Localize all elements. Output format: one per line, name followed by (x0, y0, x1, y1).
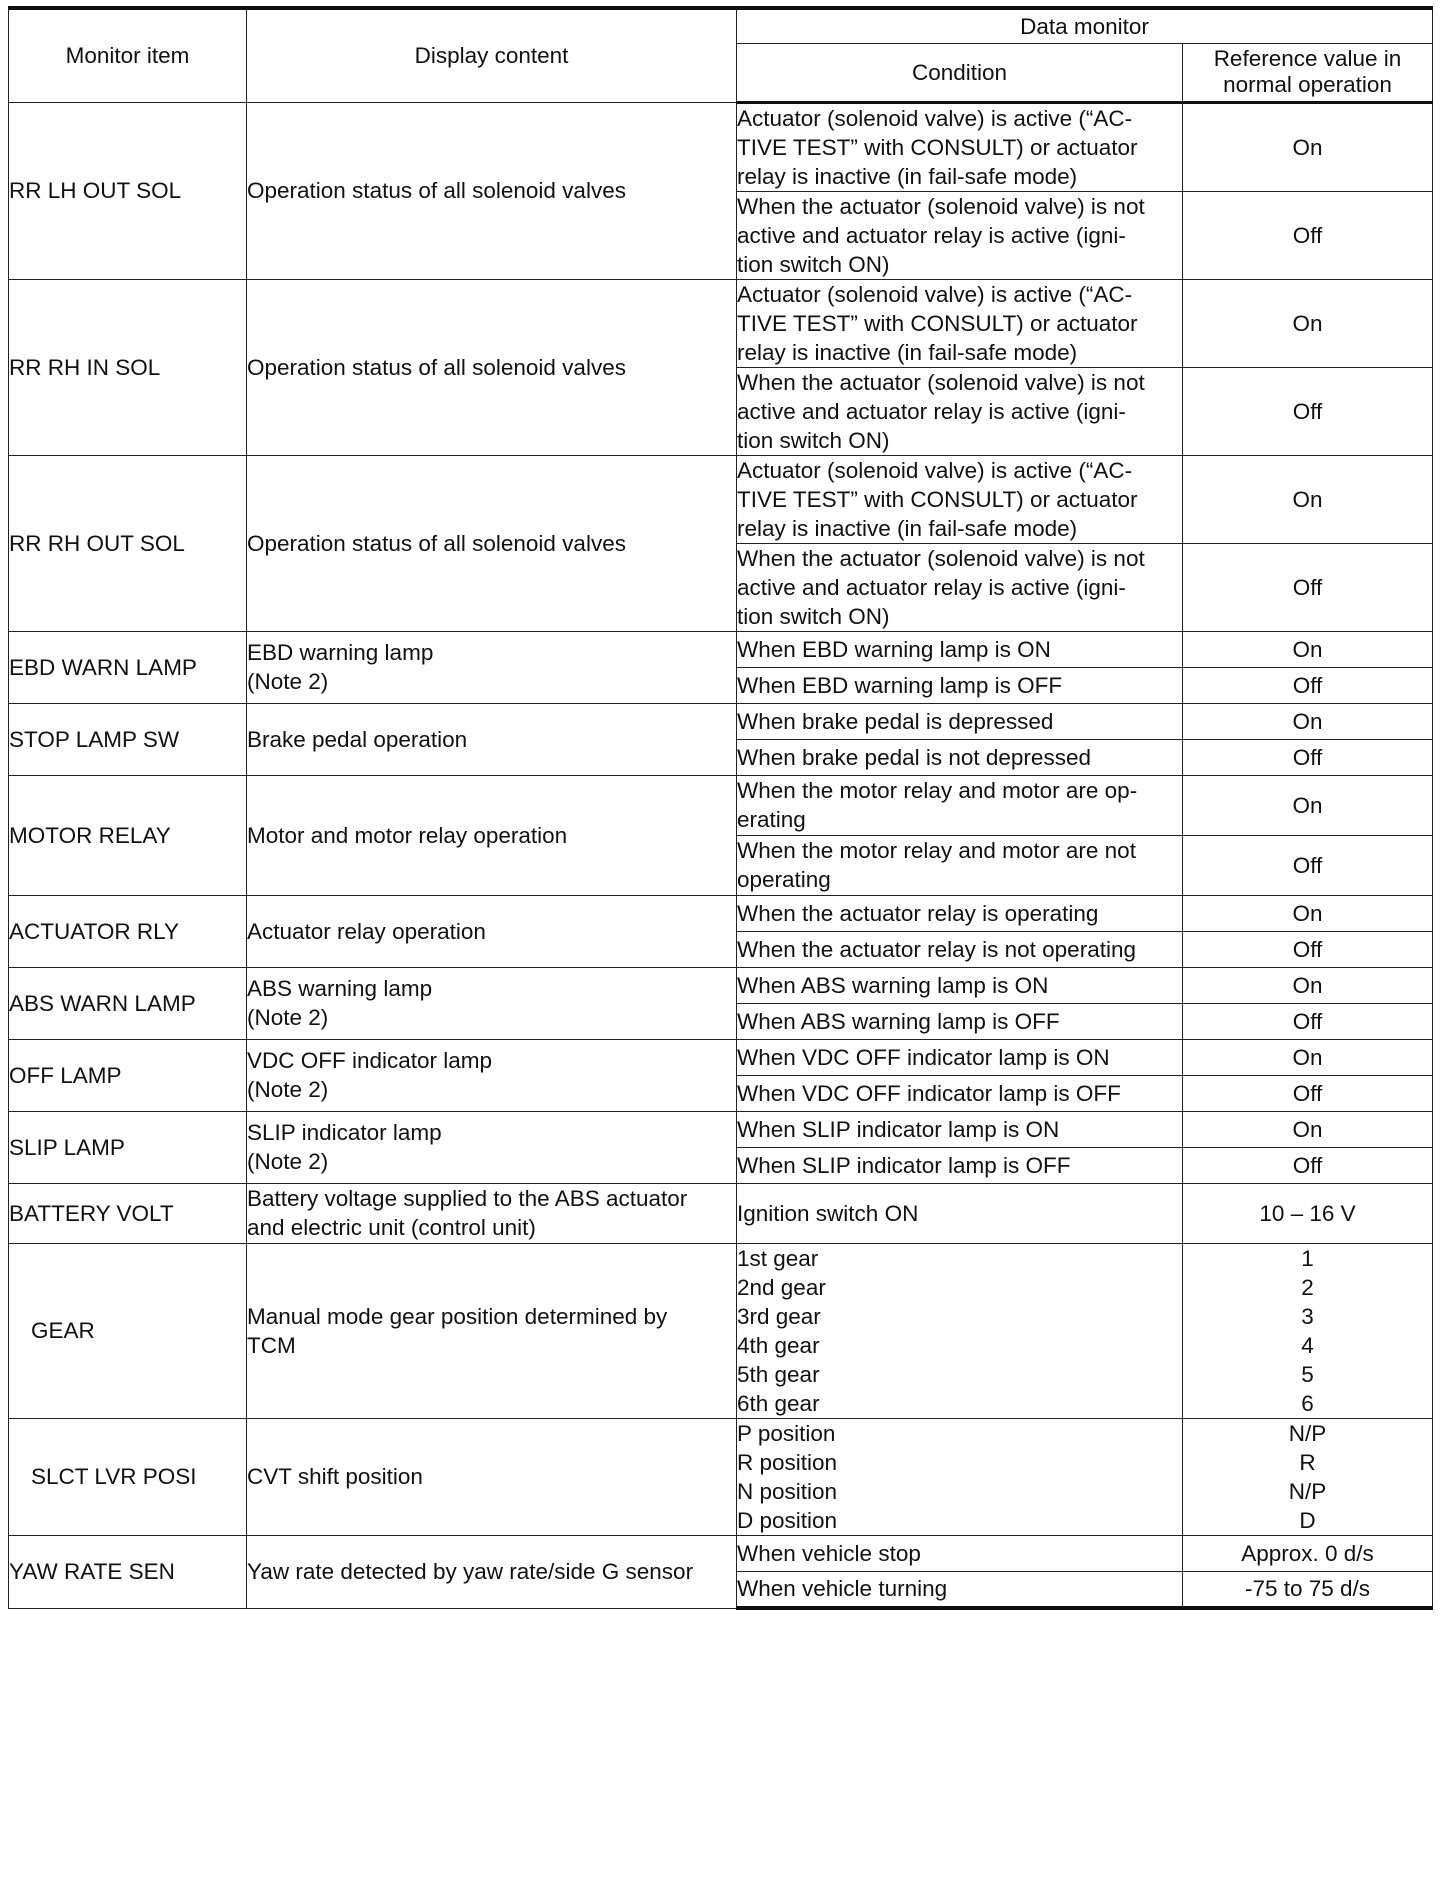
reference-value-cell (1183, 1039, 1433, 1075)
reference-value-cell (1183, 775, 1433, 835)
display-content-line: (Note 2) (247, 1077, 329, 1102)
reference-value-cell (1183, 631, 1433, 667)
condition-line: When brake pedal is not depressed (737, 744, 1091, 770)
reference-value-line: On (1292, 708, 1323, 734)
condition-cell (737, 667, 1183, 703)
reference-value-line: On (1292, 1044, 1323, 1070)
monitor-item-cell: GEAR (9, 1243, 247, 1418)
display-content-line: Operation status of all solenoid valves (247, 354, 626, 380)
condition-cell (737, 1039, 1183, 1075)
table-row (9, 455, 1433, 543)
condition-line: When vehicle turning (737, 1576, 948, 1602)
monitor-item-cell: MOTOR RELAY (9, 775, 247, 895)
display-content-line: Battery voltage supplied to the ABS actuator (247, 1186, 688, 1211)
reference-value-line: 6 (1301, 1390, 1314, 1416)
reference-value-cell (1183, 931, 1433, 967)
display-content-cell (247, 631, 737, 703)
display-content-cell (247, 775, 737, 895)
display-content-line: Motor and motor relay operation (247, 822, 568, 848)
condition-line: P position (737, 1420, 836, 1446)
reference-value-line: D (1299, 1507, 1316, 1533)
display-content-cell (247, 1418, 737, 1535)
reference-value-line: Approx. 0 d/s (1241, 1540, 1374, 1566)
reference-value-line: N/P (1288, 1478, 1327, 1504)
table-row (9, 967, 1433, 1003)
reference-value-line: Off (1292, 852, 1323, 878)
condition-cell (737, 931, 1183, 967)
condition-line: When brake pedal is depressed (737, 708, 1054, 734)
reference-value-cell (1183, 967, 1433, 1003)
table-header (9, 8, 1433, 102)
condition-line: When the actuator (solenoid valve) is not (737, 545, 1145, 571)
table-row (9, 703, 1433, 739)
reference-value-cell (1183, 703, 1433, 739)
condition-cell (737, 1003, 1183, 1039)
reference-value-line: On (1292, 792, 1323, 818)
condition-cell (737, 1535, 1183, 1571)
condition-cell (737, 895, 1183, 931)
condition-line: 2nd gear (737, 1274, 826, 1300)
reference-value-line: Off (1292, 1152, 1323, 1178)
condition-line: 5th gear (737, 1361, 820, 1387)
condition-cell (737, 543, 1183, 631)
condition-line: relay is inactive (in fail-safe mode) (737, 515, 1078, 541)
condition-cell (737, 967, 1183, 1003)
reference-value-line: Off (1292, 574, 1323, 600)
condition-cell (737, 835, 1183, 895)
reference-value-line: Off (1292, 398, 1323, 424)
reference-value-line: On (1292, 1116, 1323, 1142)
reference-value-cell (1183, 1418, 1433, 1535)
table-row (9, 279, 1433, 367)
reference-value-cell (1183, 1183, 1433, 1243)
header-reference-value: Reference value in normal operation (1183, 43, 1433, 102)
reference-value-line: N/P (1288, 1420, 1327, 1446)
reference-value-line: 5 (1301, 1361, 1314, 1387)
condition-line: When the actuator (solenoid valve) is not (737, 369, 1145, 395)
table-row (9, 1183, 1433, 1243)
display-content-cell (247, 967, 737, 1039)
condition-line: When ABS warning lamp is ON (737, 972, 1049, 998)
condition-cell (737, 1111, 1183, 1147)
condition-line: Ignition switch ON (737, 1200, 919, 1226)
reference-value-line: On (1292, 972, 1323, 998)
monitor-item-cell: SLCT LVR POSI (9, 1418, 247, 1535)
reference-value-cell (1183, 1571, 1433, 1608)
display-content-line: Operation status of all solenoid valves (247, 530, 626, 556)
condition-cell (737, 102, 1183, 191)
reference-value-cell (1183, 1075, 1433, 1111)
reference-value-line: -75 to 75 d/s (1244, 1576, 1371, 1602)
condition-line: When VDC OFF indicator lamp is OFF (737, 1080, 1121, 1106)
reference-value-line: 3 (1301, 1303, 1314, 1329)
reference-value-line: Off (1292, 672, 1323, 698)
condition-line: erating (737, 807, 806, 832)
table-row (9, 102, 1433, 191)
header-monitor-item: Monitor item (9, 8, 247, 102)
display-content-cell (247, 1183, 737, 1243)
condition-line: operating (737, 867, 831, 892)
display-content-line: CVT shift position (247, 1464, 423, 1489)
condition-cell (737, 1243, 1183, 1418)
display-content-cell (247, 1039, 737, 1111)
reference-value-cell (1183, 1243, 1433, 1418)
condition-line: 1st gear (737, 1245, 819, 1271)
display-content-line: TCM (247, 1332, 296, 1358)
condition-line: Actuator (solenoid valve) is active (“AC- (737, 457, 1133, 483)
reference-value-cell (1183, 102, 1433, 191)
condition-line: active and actuator relay is active (igni- (737, 398, 1126, 424)
condition-line: D position (737, 1507, 838, 1533)
condition-line: Actuator (solenoid valve) is active (“AC- (737, 105, 1133, 131)
reference-value-cell (1183, 835, 1433, 895)
condition-cell (737, 455, 1183, 543)
reference-value-line: 10 – 16 V (1259, 1200, 1356, 1226)
reference-value-line: Off (1292, 222, 1323, 248)
display-content-cell (247, 455, 737, 631)
table-row (9, 775, 1433, 835)
condition-line: When VDC OFF indicator lamp is ON (737, 1044, 1110, 1070)
condition-cell (737, 1571, 1183, 1608)
display-content-line: SLIP indicator lamp (247, 1120, 442, 1145)
reference-value-line: Off (1292, 744, 1323, 770)
table-row (9, 1418, 1433, 1535)
table-row (9, 631, 1433, 667)
condition-cell (737, 1075, 1183, 1111)
reference-value-line: Off (1292, 936, 1323, 962)
reference-value-line: On (1292, 486, 1323, 512)
reference-value-cell (1183, 455, 1433, 543)
monitor-item-cell: RR LH OUT SOL (9, 102, 247, 279)
monitor-item-cell: ABS WARN LAMP (9, 967, 247, 1039)
display-content-line: Brake pedal operation (247, 726, 468, 752)
display-content-cell (247, 1111, 737, 1183)
condition-line: Actuator (solenoid valve) is active (“AC- (737, 281, 1133, 307)
condition-cell (737, 279, 1183, 367)
condition-line: active and actuator relay is active (igni- (737, 222, 1126, 248)
condition-cell (737, 739, 1183, 775)
table-row (9, 1039, 1433, 1075)
condition-line: When the actuator relay is not operating (737, 936, 1136, 962)
display-content-cell (247, 1535, 737, 1608)
reference-value-cell (1183, 1147, 1433, 1183)
table-row (9, 895, 1433, 931)
reference-value-line: On (1292, 134, 1323, 160)
reference-value-cell (1183, 667, 1433, 703)
condition-line: When SLIP indicator lamp is ON (737, 1116, 1060, 1142)
condition-line: When the motor relay and motor are op- (737, 778, 1138, 803)
reference-value-cell (1183, 367, 1433, 455)
display-content-line: Yaw rate detected by yaw rate/side G sensor (247, 1559, 694, 1584)
reference-value-cell (1183, 543, 1433, 631)
condition-line: tion switch ON) (737, 427, 890, 453)
header-display-content: Display content (247, 8, 737, 102)
reference-value-line: Off (1292, 1008, 1323, 1034)
condition-line: When EBD warning lamp is OFF (737, 672, 1063, 698)
condition-line: When ABS warning lamp is OFF (737, 1008, 1060, 1034)
monitor-item-cell: SLIP LAMP (9, 1111, 247, 1183)
monitor-item-cell: ACTUATOR RLY (9, 895, 247, 967)
reference-value-cell (1183, 279, 1433, 367)
display-content-line: VDC OFF indicator lamp (247, 1048, 493, 1073)
condition-line: R position (737, 1449, 838, 1475)
monitor-item-cell: YAW RATE SEN (9, 1535, 247, 1608)
condition-line: When the actuator relay is operating (737, 900, 1099, 926)
condition-cell (737, 1147, 1183, 1183)
reference-value-line: On (1292, 310, 1323, 336)
condition-line: 6th gear (737, 1390, 820, 1416)
display-content-line: Operation status of all solenoid valves (247, 178, 626, 203)
table-row (9, 1535, 1433, 1571)
display-content-line: Actuator relay operation (247, 918, 486, 944)
display-content-line: (Note 2) (247, 669, 329, 694)
reference-value-line: 1 (1301, 1245, 1314, 1271)
condition-cell (737, 631, 1183, 667)
condition-line: TIVE TEST” with CONSULT) or actuator (737, 486, 1138, 512)
reference-value-cell (1183, 191, 1433, 279)
header-data-monitor: Data monitor (737, 8, 1433, 43)
table-body (9, 102, 1433, 1608)
condition-line: 3rd gear (737, 1303, 821, 1329)
display-content-cell (247, 279, 737, 455)
condition-line: When the actuator (solenoid valve) is not (737, 193, 1145, 219)
reference-value-line: R (1299, 1449, 1316, 1475)
reference-value-line: 4 (1301, 1332, 1314, 1358)
monitor-item-cell: RR RH IN SOL (9, 279, 247, 455)
condition-cell (737, 775, 1183, 835)
condition-line: active and actuator relay is active (igni- (737, 574, 1126, 600)
display-content-line: Manual mode gear position determined by (247, 1303, 668, 1329)
display-content-line: and electric unit (control unit) (247, 1215, 536, 1240)
reference-value-cell (1183, 1111, 1433, 1147)
condition-cell (737, 367, 1183, 455)
condition-cell (737, 703, 1183, 739)
monitor-item-cell: RR RH OUT SOL (9, 455, 247, 631)
display-content-cell (247, 1243, 737, 1418)
monitor-item-cell: BATTERY VOLT (9, 1183, 247, 1243)
reference-value-line: On (1292, 900, 1323, 926)
condition-line: When EBD warning lamp is ON (737, 636, 1051, 662)
condition-line: relay is inactive (in fail-safe mode) (737, 163, 1078, 189)
reference-value-cell (1183, 1535, 1433, 1571)
monitor-item-cell: EBD WARN LAMP (9, 631, 247, 703)
condition-line: TIVE TEST” with CONSULT) or actuator (737, 134, 1138, 160)
condition-line: When SLIP indicator lamp is OFF (737, 1152, 1071, 1178)
reference-value-line: Off (1292, 1080, 1323, 1106)
condition-line: tion switch ON) (737, 251, 890, 277)
header-condition: Condition (737, 43, 1183, 102)
table-row (9, 1243, 1433, 1418)
display-content-line: EBD warning lamp (247, 640, 434, 665)
condition-line: When vehicle stop (737, 1540, 921, 1566)
reference-value-line: 2 (1301, 1274, 1314, 1300)
table-row (9, 1111, 1433, 1147)
reference-value-line: On (1292, 636, 1323, 662)
data-monitor-table (8, 6, 1433, 1610)
display-content-cell (247, 703, 737, 775)
condition-line: N position (737, 1478, 838, 1504)
condition-cell (737, 1418, 1183, 1535)
display-content-cell (247, 102, 737, 279)
condition-cell (737, 1183, 1183, 1243)
condition-line: TIVE TEST” with CONSULT) or actuator (737, 310, 1138, 336)
condition-line: tion switch ON) (737, 603, 890, 629)
monitor-item-cell: OFF LAMP (9, 1039, 247, 1111)
condition-line: 4th gear (737, 1332, 820, 1358)
condition-line: relay is inactive (in fail-safe mode) (737, 339, 1078, 365)
display-content-cell (247, 895, 737, 967)
display-content-line: ABS warning lamp (247, 976, 433, 1001)
monitor-item-cell: STOP LAMP SW (9, 703, 247, 775)
display-content-line: (Note 2) (247, 1149, 329, 1174)
reference-value-cell (1183, 1003, 1433, 1039)
reference-value-cell (1183, 739, 1433, 775)
reference-value-cell (1183, 895, 1433, 931)
display-content-line: (Note 2) (247, 1005, 329, 1030)
condition-line: When the motor relay and motor are not (737, 838, 1136, 863)
condition-cell (737, 191, 1183, 279)
